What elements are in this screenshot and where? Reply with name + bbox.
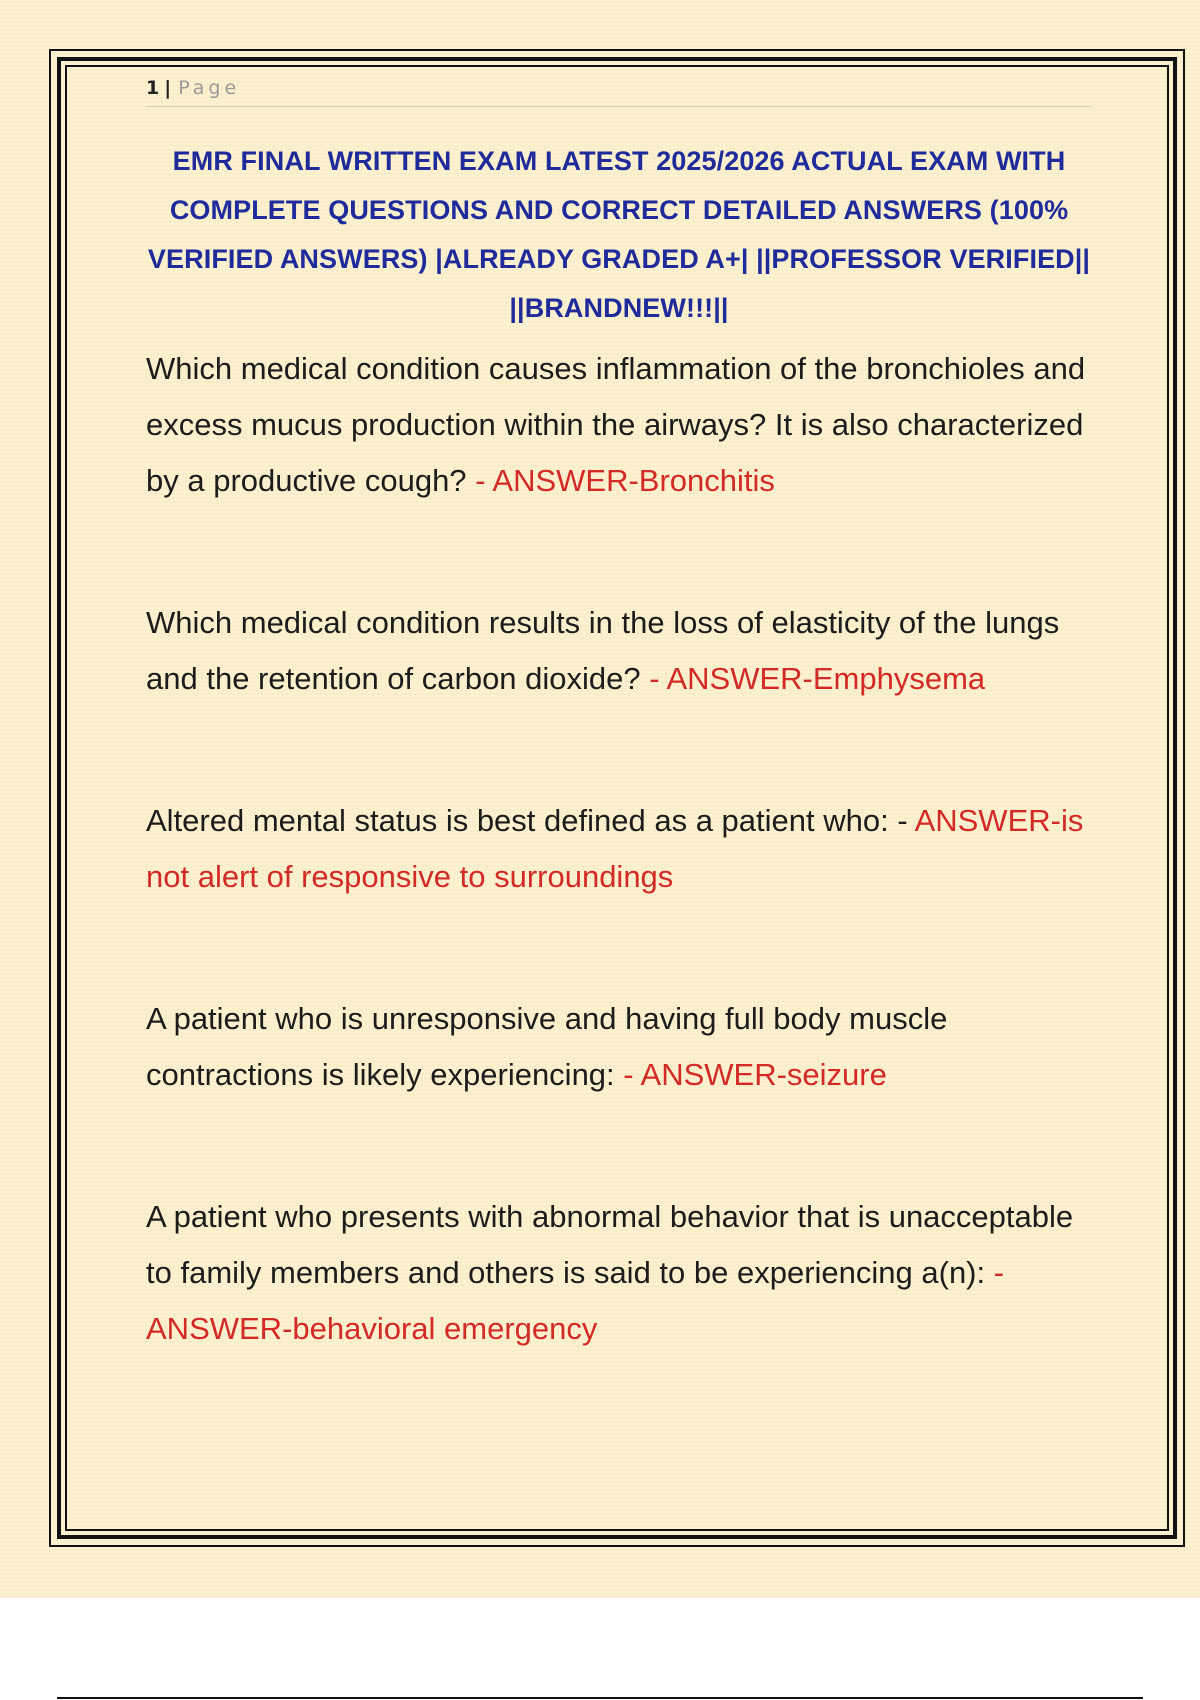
question-text: Which medical condition results in the loss of elasticity of the lungs and the retention of carbon dioxide? xyxy=(146,605,1060,696)
question-item xyxy=(146,341,1092,509)
question-item xyxy=(146,595,1092,707)
question-item xyxy=(146,991,1092,1103)
page-content xyxy=(146,74,1092,1357)
question-item xyxy=(146,793,1092,905)
page-number: 1 xyxy=(146,77,161,99)
document-title: EMR FINAL WRITTEN EXAM LATEST 2025/2026 ACTUAL EXAM WITH COMPLETE QUESTIONS AND CORRECT DETAILED ANSWERS (100% VERIFIED ANSWERS) |ALREADY GRADED A+| ||PROFESSOR VERIFIED|| ||BRANDNEW!!!|| xyxy=(147,146,1091,323)
question-text: A patient who is unresponsive and having full body muscle contractions is likely experiencing: xyxy=(146,1001,948,1092)
page-header xyxy=(146,74,1092,107)
question-text: Altered mental status is best defined as a patient who: - xyxy=(146,803,908,838)
answer-text: ANSWER-is not alert of responsive to surroundings xyxy=(146,803,1084,894)
next-page-divider xyxy=(57,1697,1143,1699)
answer-text: - ANSWER-behavioral emergency xyxy=(146,1255,1005,1346)
page-label: Page xyxy=(178,77,241,99)
question-item xyxy=(146,1189,1092,1357)
answer-text: - ANSWER-Emphysema xyxy=(649,661,986,696)
page-header-separator: | xyxy=(164,77,173,99)
answer-text: - ANSWER-Bronchitis xyxy=(475,463,775,498)
answer-text: - ANSWER-seizure xyxy=(623,1057,887,1092)
question-text: Which medical condition causes inflammation of the bronchioles and excess mucus production within the airways? It is also characterized by a productive cough? xyxy=(146,351,1086,498)
question-text: A patient who presents with abnormal behavior that is unacceptable to family members and others is said to be experiencing a(n): xyxy=(146,1199,1074,1290)
question-list xyxy=(146,341,1092,1357)
